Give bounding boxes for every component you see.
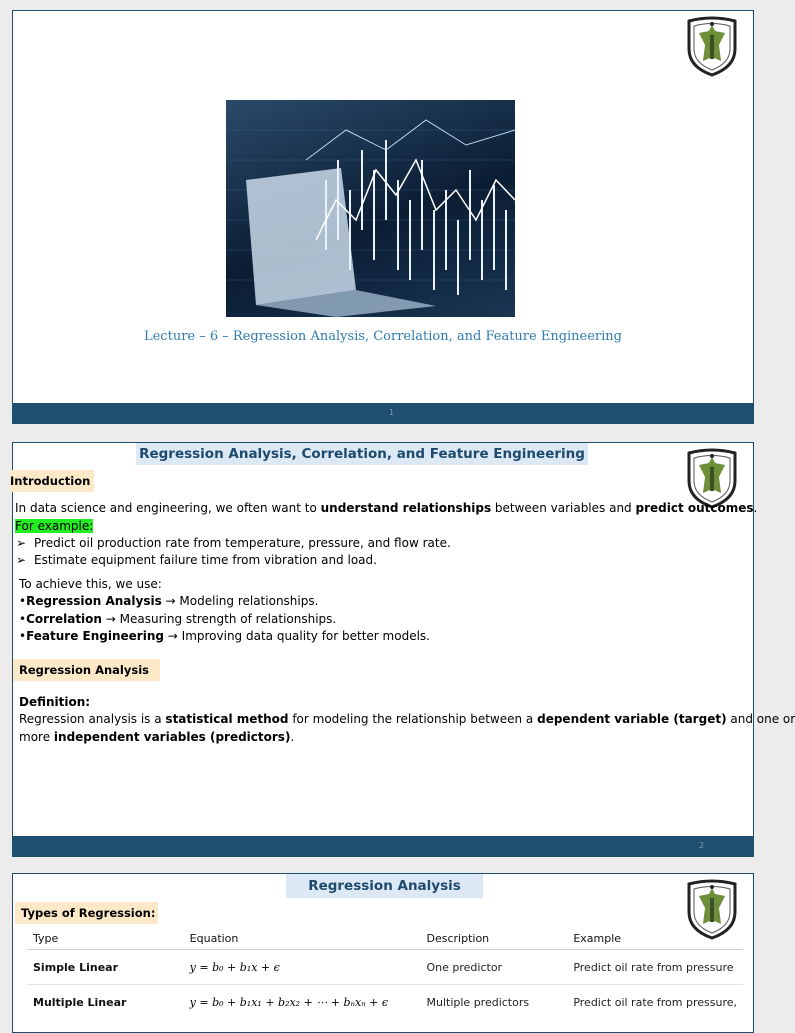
slide-footer: [13, 403, 753, 423]
col-header-type: Type: [27, 927, 184, 950]
regression-types-table: [27, 927, 743, 1019]
intro-text: In data science and engineering, we often want to: [15, 501, 321, 515]
example-text: Estimate equipment failure time from vibration and load.: [34, 553, 377, 567]
def-text: Regression analysis is a: [19, 712, 166, 726]
intro-text-mid: between variables and: [491, 501, 636, 515]
lecture-title: Lecture – 6 – Regression Analysis, Correlation, and Feature Engineering: [143, 329, 623, 344]
col-header-description: Description: [421, 927, 568, 950]
cell-type: Multiple Linear: [33, 995, 127, 1009]
page-number: 1: [389, 408, 395, 417]
definition-line-1: [19, 711, 795, 729]
bullet: •: [19, 629, 27, 643]
table-row: [27, 950, 743, 985]
intro-bold-1: understand relationships: [320, 501, 492, 515]
cell-type: Simple Linear: [27, 950, 184, 985]
types-of-regression-tag: [15, 902, 158, 924]
example-text: Predict oil production rate from temperature, pressure, and flow rate.: [34, 536, 451, 550]
example-item: [16, 552, 377, 570]
intro-paragraph: [15, 500, 757, 518]
col-header-example: Example: [567, 927, 743, 950]
def-text: .: [290, 730, 295, 744]
use-term: Feature Engineering: [26, 629, 164, 643]
use-term: Regression Analysis: [26, 594, 162, 608]
use-item: [19, 611, 336, 629]
achieve-heading: To achieve this, we use:: [19, 577, 162, 591]
regression-analysis-label: Regression Analysis: [19, 663, 149, 677]
page-number: 2: [699, 841, 705, 850]
use-term: Correlation: [26, 612, 102, 626]
table-row: [27, 985, 743, 1020]
def-text: and one or: [726, 712, 795, 726]
slide-2: [10, 442, 795, 857]
cell-description: One predictor: [421, 950, 568, 985]
financial-chart-illustration: [226, 100, 515, 317]
arrow-bullet-icon: ➢: [16, 536, 27, 550]
def-text: for modeling the relationship between a: [288, 712, 538, 726]
slide-3: [12, 873, 754, 1033]
def-bold: statistical method: [165, 712, 289, 726]
bullet: •: [19, 594, 27, 608]
use-desc: → Improving data quality for better models.: [163, 629, 430, 643]
hero-image: [226, 100, 515, 317]
introduction-label: Introduction: [10, 474, 91, 488]
definition-line-2: [19, 729, 294, 747]
cell-equation: y = b₀ + b₁x₁ + b₂x₂ + ⋯ + bₙxₙ + ϵ: [189, 995, 389, 1009]
arrow-bullet-icon: ➢: [16, 553, 27, 567]
def-bold: independent variables (predictors): [53, 730, 291, 744]
types-of-regression-label: Types of Regression:: [21, 906, 156, 920]
for-example-highlight: For example:: [15, 519, 94, 533]
col-header-equation: Equation: [184, 927, 421, 950]
slide-footer: [13, 836, 753, 856]
slide-1: [12, 10, 754, 424]
use-item: [19, 628, 430, 646]
intro-text-end: .: [753, 501, 758, 515]
university-seal-logo: [683, 15, 741, 77]
cell-description: Multiple predictors: [426, 995, 530, 1009]
cell-equation: y = b₀ + b₁x + ϵ: [184, 950, 421, 985]
def-text: more: [19, 730, 54, 744]
bullet: •: [19, 612, 27, 626]
use-desc: → Modeling relationships.: [161, 594, 319, 608]
example-item: [16, 535, 451, 553]
use-desc: → Measuring strength of relationships.: [101, 612, 337, 626]
table-header-row: [27, 927, 743, 950]
cell-example: Predict oil rate from pressure,: [573, 995, 737, 1009]
definition-heading: Definition:: [19, 695, 91, 709]
intro-bold-2: predict outcomes: [635, 501, 754, 515]
slide-title: Regression Analysis: [286, 874, 483, 898]
slide-title: Regression Analysis, Correlation, and Feature Engineering: [136, 443, 588, 465]
use-item: [19, 593, 318, 611]
for-example-line: [15, 518, 93, 536]
def-bold: dependent variable (target): [537, 712, 727, 726]
cell-example: Predict oil rate from pressure: [567, 950, 743, 985]
regression-analysis-tag: [13, 659, 160, 681]
introduction-tag: [10, 470, 94, 492]
